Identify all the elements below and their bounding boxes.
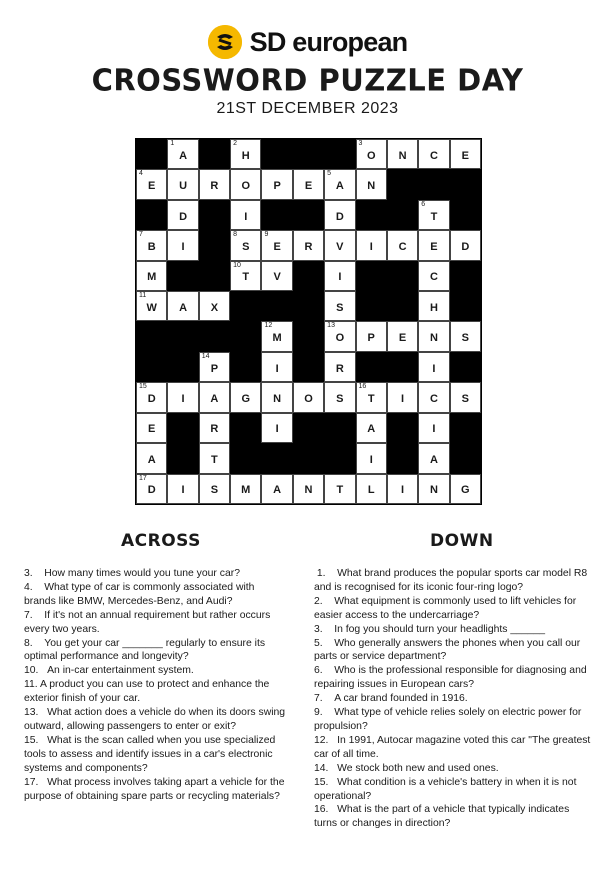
across-clue: 7. If it's not an annual requirement but rather occurs every two years. — [24, 609, 271, 635]
letter-cell — [324, 230, 355, 260]
cell-letter: S — [461, 393, 469, 406]
black-cell — [450, 352, 481, 382]
cell-letter: V — [336, 240, 344, 253]
black-cell — [293, 139, 324, 169]
cell-letter: D — [147, 393, 156, 406]
clue-number: 14 — [201, 352, 210, 360]
clue-number: 10 — [233, 261, 241, 269]
black-cell — [387, 200, 418, 230]
cell-letter: R — [210, 423, 219, 436]
letter-cell — [324, 169, 355, 199]
black-cell — [387, 261, 418, 291]
cell-letter: B — [147, 240, 156, 253]
cell-letter: T — [430, 210, 438, 223]
down-clue: 9. What type of vehicle relies solely on electric power for propulsion? — [314, 707, 582, 732]
across-clue: 8. You get your car _______ regularly to ensure its optimal performance and longevity? — [24, 637, 266, 663]
cell-letter: E — [461, 149, 469, 162]
cell-letter: X — [210, 301, 219, 314]
cell-letter: D — [179, 210, 188, 223]
cell-letter: M — [147, 271, 157, 284]
letter-cell — [356, 321, 387, 351]
cell-letter: T — [242, 271, 250, 284]
cell-letter: I — [369, 453, 373, 466]
cell-letter: G — [461, 484, 470, 497]
clue-number: 8 — [233, 231, 237, 239]
down-clue: 1. What brand produces the popular sports car model R8 and is recognised for its iconic four-ring logo? — [314, 568, 588, 593]
letter-cell — [356, 382, 387, 412]
clue-number: 6 — [421, 200, 426, 208]
down-clue-list — [314, 567, 594, 831]
letter-cell — [199, 382, 230, 412]
black-cell — [230, 443, 261, 473]
letter-cell — [230, 230, 261, 260]
letter-cell — [261, 474, 292, 504]
clue-number: 17 — [139, 474, 147, 482]
cell-letter: I — [181, 240, 185, 253]
clue-number: 13 — [327, 322, 335, 330]
black-cell — [136, 139, 167, 169]
cell-letter: V — [273, 271, 281, 284]
letter-cell — [418, 352, 449, 382]
cell-letter: S — [242, 240, 250, 253]
down-clue: 3. In fog you should turn your headlights ______ — [314, 623, 546, 635]
black-cell — [450, 261, 481, 291]
black-cell — [261, 139, 292, 169]
cell-letter: N — [367, 180, 376, 193]
cell-letter: T — [336, 484, 344, 497]
letter-cell — [261, 230, 292, 260]
black-cell — [387, 291, 418, 321]
letter-cell — [199, 169, 230, 199]
cell-letter: I — [401, 484, 405, 497]
letter-cell — [167, 230, 198, 260]
black-cell — [230, 413, 261, 443]
letter-cell — [136, 230, 167, 260]
black-cell — [293, 413, 324, 443]
letter-cell — [293, 230, 324, 260]
cell-letter: C — [429, 393, 438, 406]
letter-cell — [136, 474, 167, 504]
cell-letter: A — [335, 180, 344, 193]
cell-letter: E — [148, 423, 156, 436]
cell-letter: S — [336, 301, 344, 314]
cell-letter: S — [210, 484, 219, 497]
across-clue: 3. How many times would you tune your car? — [24, 568, 240, 579]
letter-cell — [230, 382, 261, 412]
letter-cell — [356, 169, 387, 199]
letter-cell — [136, 413, 167, 443]
cell-letter: M — [272, 332, 282, 345]
letter-cell — [230, 200, 261, 230]
letter-cell — [167, 291, 198, 321]
cell-letter: N — [273, 393, 282, 406]
down-clue: 16. What is the part of a vehicle that typically indicates turns or changes in direction? — [314, 804, 570, 830]
black-cell — [136, 352, 167, 382]
letter-cell — [230, 261, 261, 291]
cell-letter: U — [179, 180, 188, 193]
cell-letter: O — [241, 180, 251, 193]
cell-letter: R — [335, 362, 344, 375]
letter-cell — [261, 321, 292, 351]
cell-letter: D — [335, 210, 344, 223]
cell-letter: O — [304, 393, 313, 406]
letter-cell — [261, 169, 292, 199]
letter-cell — [450, 139, 481, 169]
cell-letter: I — [181, 393, 185, 406]
letter-cell — [136, 291, 167, 321]
black-cell — [261, 291, 292, 321]
across-clue: 4. What type of car is commonly associated with brands like BMW, Mercedes-Benz, and Audi? — [24, 581, 255, 607]
black-cell — [324, 443, 355, 473]
down-clue: 15. What condition is a vehicle's battery in when it is not operational? — [314, 776, 577, 802]
letter-cell — [230, 139, 261, 169]
black-cell — [324, 413, 355, 443]
cell-letter: L — [367, 484, 375, 497]
letter-cell — [418, 321, 449, 351]
black-cell — [356, 291, 387, 321]
letter-cell — [167, 474, 198, 504]
cell-letter: A — [367, 423, 376, 436]
letter-cell — [324, 261, 355, 291]
black-cell — [293, 443, 324, 473]
across-clue: 11. A product you can use to protect and enhance the exterior finish of your car. — [24, 679, 270, 705]
cell-letter: P — [273, 180, 281, 193]
brand-name: SD european — [249, 26, 408, 57]
letter-cell — [418, 443, 449, 473]
letter-cell — [324, 321, 355, 351]
cell-letter: S — [336, 393, 344, 406]
letter-cell — [167, 382, 198, 412]
black-cell — [387, 352, 418, 382]
letter-cell — [293, 474, 324, 504]
black-cell — [167, 413, 198, 443]
letter-cell — [450, 230, 481, 260]
black-cell — [230, 291, 261, 321]
letter-cell — [136, 261, 167, 291]
black-cell — [450, 169, 481, 199]
letter-cell — [261, 382, 292, 412]
letter-cell — [230, 169, 261, 199]
clue-number: 3 — [358, 140, 363, 147]
clue-number: 11 — [139, 292, 147, 300]
cell-letter: S — [461, 332, 469, 345]
page-date: 21ST DECEMBER 2023 — [216, 100, 399, 117]
cell-letter: W — [146, 301, 157, 314]
cell-letter: T — [367, 393, 375, 406]
cell-letter: I — [432, 362, 436, 375]
cell-letter: C — [398, 240, 407, 253]
letter-cell — [324, 474, 355, 504]
letter-cell — [324, 291, 355, 321]
letter-cell — [418, 200, 449, 230]
letter-cell — [418, 261, 449, 291]
letter-cell — [418, 230, 449, 260]
letter-cell — [387, 321, 418, 351]
letter-cell — [293, 169, 324, 199]
cell-letter: H — [241, 149, 250, 162]
black-cell — [199, 321, 230, 351]
black-cell — [387, 413, 418, 443]
cell-letter: D — [147, 484, 156, 497]
black-cell — [293, 261, 324, 291]
letter-cell — [418, 382, 449, 412]
letter-cell — [199, 352, 230, 382]
letter-cell — [356, 139, 387, 169]
across-clue: 13. What action does a vehicle do when its doors swing outward, allowing passengers to enter or exit? — [24, 707, 286, 732]
black-cell — [387, 169, 418, 199]
letter-cell — [261, 413, 292, 443]
black-cell — [199, 200, 230, 230]
black-cell — [136, 200, 167, 230]
cell-letter: I — [181, 484, 185, 497]
black-cell — [356, 261, 387, 291]
letter-cell — [387, 139, 418, 169]
crossword-grid — [135, 138, 482, 505]
cell-letter: E — [148, 180, 156, 193]
across-clue: 10. An in-car entertainment system. — [24, 665, 194, 677]
black-cell — [324, 139, 355, 169]
cell-letter: N — [398, 149, 407, 162]
cell-letter: D — [461, 240, 470, 253]
letter-cell — [324, 352, 355, 382]
black-cell — [450, 291, 481, 321]
black-cell — [167, 321, 198, 351]
black-cell — [293, 200, 324, 230]
black-cell — [167, 352, 198, 382]
clue-number: 2 — [233, 140, 237, 147]
letter-cell — [356, 474, 387, 504]
cell-letter: N — [304, 484, 313, 497]
letter-cell — [199, 291, 230, 321]
cell-letter: P — [367, 332, 375, 345]
letter-cell — [167, 200, 198, 230]
letter-cell — [167, 169, 198, 199]
letter-cell — [293, 382, 324, 412]
cell-letter: E — [273, 240, 281, 253]
black-cell — [167, 443, 198, 473]
cell-letter: I — [432, 423, 436, 436]
cell-letter: H — [429, 301, 438, 314]
black-cell — [199, 261, 230, 291]
down-heading: DOWN — [430, 531, 494, 551]
clue-number: 15 — [139, 383, 147, 391]
black-cell — [261, 200, 292, 230]
letter-cell — [136, 382, 167, 412]
cell-letter: A — [210, 393, 219, 406]
black-cell — [356, 200, 387, 230]
down-clue: 5. Who generally answers the phones when you call our parts or service department? — [314, 637, 581, 663]
letter-cell — [136, 169, 167, 199]
cell-letter: R — [304, 240, 313, 253]
cell-letter: C — [429, 149, 438, 162]
letter-cell — [356, 230, 387, 260]
cell-letter: R — [210, 180, 219, 193]
letter-cell — [136, 443, 167, 473]
black-cell — [356, 352, 387, 382]
cell-letter: P — [210, 362, 219, 375]
clue-number: 4 — [139, 170, 143, 178]
letter-cell — [418, 291, 449, 321]
black-cell — [450, 413, 481, 443]
clue-number: 5 — [327, 170, 332, 178]
clue-number: 1 — [170, 140, 175, 147]
cell-letter: C — [429, 271, 438, 284]
across-clue: 15. What is the scan called when you use specialized tools to assess and identify issues in a car's electronic systems and components? — [24, 734, 276, 774]
clue-number: 16 — [358, 383, 367, 391]
letter-cell — [450, 321, 481, 351]
black-cell — [450, 200, 481, 230]
cell-letter: I — [369, 240, 373, 253]
black-cell — [199, 139, 230, 169]
letter-cell — [199, 413, 230, 443]
down-clue: 6. Who is the professional responsible for diagnosing and repairing issues in European cars? — [314, 665, 587, 691]
letter-cell — [418, 474, 449, 504]
letter-cell — [324, 382, 355, 412]
page-title: CROSSWORD PUZZLE DAY — [91, 62, 524, 98]
black-cell — [136, 321, 167, 351]
letter-cell — [418, 139, 449, 169]
sd-logo-icon — [208, 25, 242, 59]
cell-letter: M — [241, 484, 251, 497]
brand-header — [0, 22, 615, 62]
down-clue: 14. We stock both new and used ones. — [314, 762, 499, 774]
black-cell — [293, 352, 324, 382]
across-clue-list — [24, 567, 286, 803]
cell-letter: O — [366, 149, 376, 162]
down-clue: 12. In 1991, Autocar magazine voted this car "The greatest car of all time. — [314, 734, 591, 760]
clue-number: 9 — [264, 231, 269, 239]
letter-cell — [450, 382, 481, 412]
cell-letter: E — [398, 332, 407, 345]
cell-letter: O — [335, 332, 345, 345]
cell-letter: A — [179, 301, 188, 314]
letter-cell — [387, 474, 418, 504]
letter-cell — [387, 230, 418, 260]
black-cell — [293, 291, 324, 321]
cell-letter: G — [241, 393, 251, 406]
letter-cell — [356, 443, 387, 473]
letter-cell — [199, 443, 230, 473]
cell-letter: A — [147, 453, 156, 466]
cell-letter: A — [179, 149, 188, 162]
cell-letter: E — [304, 180, 313, 193]
cell-letter: N — [429, 484, 438, 497]
cell-letter: T — [211, 453, 218, 466]
cell-letter: I — [244, 210, 248, 223]
across-clue: 17. What process involves taking apart a vehicle for the purpose of obtaining spare parts or recycling materials? — [24, 776, 285, 802]
black-cell — [387, 443, 418, 473]
across-heading: ACROSS — [121, 531, 201, 551]
down-clue: 7. A car brand founded in 1916. — [314, 693, 468, 705]
black-cell — [199, 230, 230, 260]
letter-cell — [356, 413, 387, 443]
letter-cell — [418, 413, 449, 443]
cell-letter: I — [338, 271, 342, 284]
clue-number: 12 — [264, 322, 273, 330]
cell-letter: A — [429, 453, 438, 466]
black-cell — [418, 169, 449, 199]
black-cell — [167, 261, 198, 291]
cell-letter: I — [275, 362, 279, 375]
cell-letter: I — [275, 423, 279, 436]
letter-cell — [167, 139, 198, 169]
black-cell — [293, 321, 324, 351]
down-clue: 2. What equipment is commonly used to lift vehicles for easier access to the undercarriage? — [314, 595, 577, 621]
letter-cell — [261, 352, 292, 382]
cell-letter: A — [273, 484, 282, 497]
letter-cell — [450, 474, 481, 504]
black-cell — [230, 321, 261, 351]
cell-letter: E — [430, 240, 438, 253]
black-cell — [450, 443, 481, 473]
letter-cell — [324, 200, 355, 230]
cell-letter: I — [401, 393, 405, 406]
letter-cell — [199, 474, 230, 504]
letter-cell — [261, 261, 292, 291]
letter-cell — [387, 382, 418, 412]
cell-letter: N — [429, 332, 438, 345]
black-cell — [230, 352, 261, 382]
letter-cell — [230, 474, 261, 504]
clue-number: 7 — [139, 231, 143, 239]
black-cell — [261, 443, 292, 473]
